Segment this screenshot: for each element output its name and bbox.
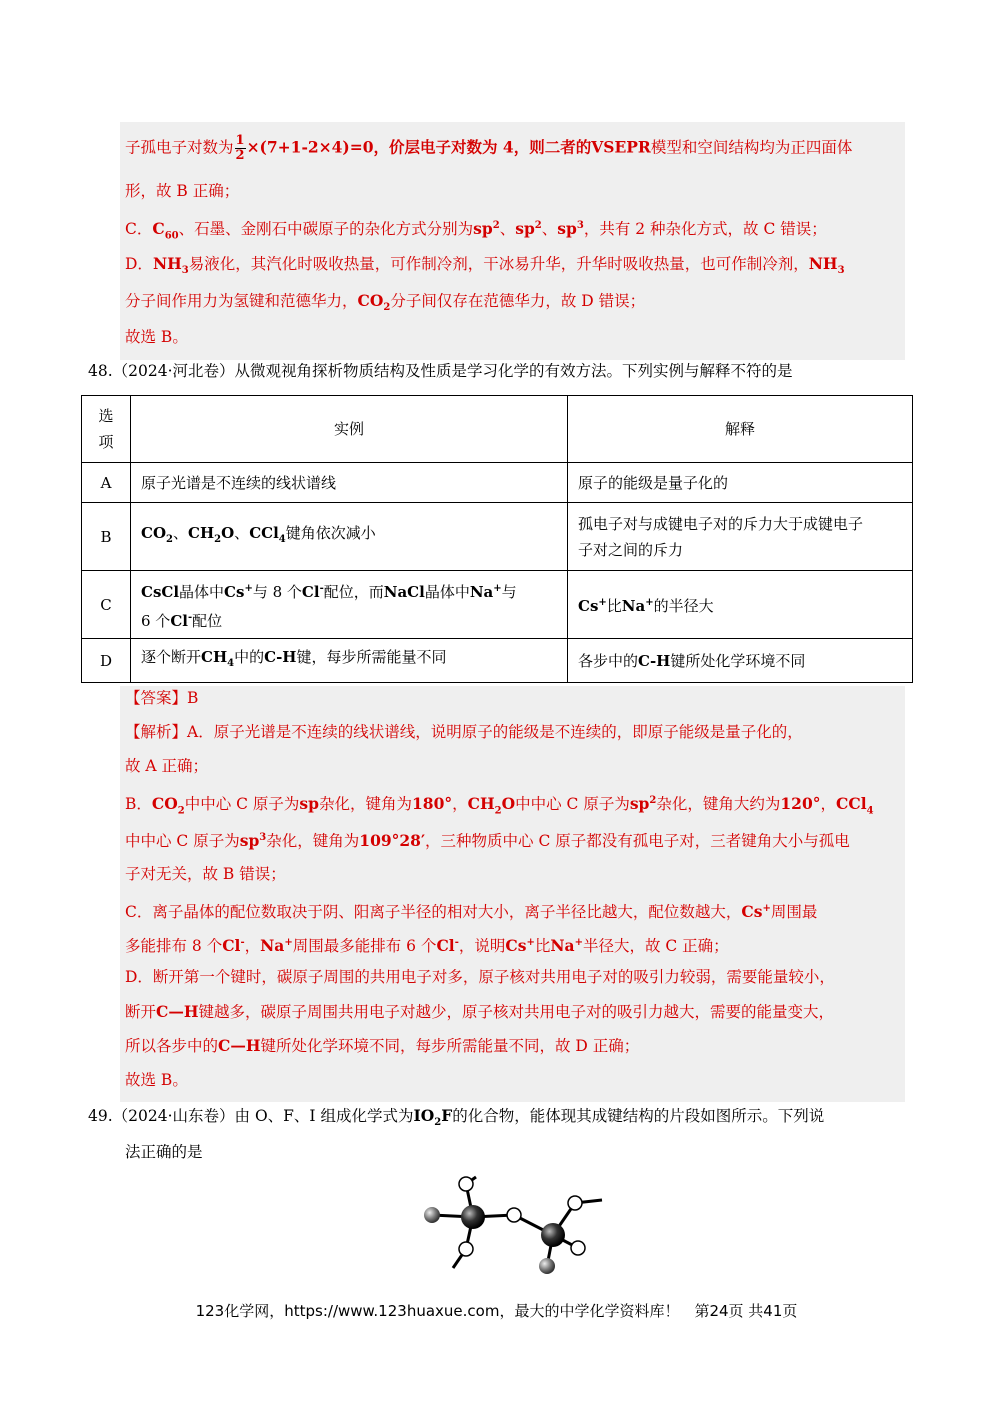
row-b-explain: 孤电子对与成键电子对的斥力大于成键电子 子对之间的斥力 — [568, 503, 913, 571]
q48-analysis-choose: 故选 B。 — [125, 1071, 188, 1089]
fraction-one-half: $\frac{1}{2}$ — [235, 133, 245, 163]
table-row — [82, 571, 913, 639]
header-option: 选 项 — [82, 396, 131, 463]
header-example: 实例 — [131, 396, 568, 463]
q48-answer: 【答案】B — [125, 689, 199, 707]
row-c-example: CsCl晶体中Cs+与 8 个Cl-配位，而NaCl晶体中Na+与 6 个Cl-配位 — [131, 571, 568, 639]
atom-gray — [539, 1258, 555, 1274]
q48-analysis-b-3: 子对无关，故 B 错误； — [125, 865, 286, 883]
row-a-example: 原子光谱是不连续的线状谱线 — [131, 463, 568, 503]
atom-white — [571, 1241, 585, 1255]
atom-white — [459, 1242, 473, 1256]
atom-gray — [424, 1207, 440, 1223]
q48-analysis-d-1: D．断开第一个键时，碳原子周围的共用电子对多，原子核对共用电子对的吸引力较弱，需要能量较小， — [125, 968, 835, 986]
q48-analysis-a-2: 故 A 正确； — [125, 757, 209, 775]
prev-analysis-option-c: C．$C_{60}$、石墨、金刚石中碳原子的杂化方式分别为$sp^2$、$sp^2$、$sp^3$，共有 2 种杂化方式，故 C 错误； — [125, 219, 827, 242]
table-row — [82, 503, 913, 571]
q48-options-table — [81, 395, 913, 683]
atom-dark-large — [541, 1223, 565, 1247]
row-d-example: 逐个断开$CH_4$中的C-H键，每步所需能量不同 — [131, 639, 568, 683]
q49-stem-line-2: 法正确的是 — [125, 1143, 203, 1161]
q49-stem-line-1: 49.（2024·山东卷）由 O、F、I 组成化学式为$IO_2F$的化合物，能体现其成键结构的片段如图所示。下列说 — [88, 1106, 825, 1129]
row-c-explain: Cs+比Na+的半径大 — [568, 571, 913, 639]
atom-dark-large — [461, 1205, 485, 1229]
q48-analysis-c-2: 多能排布 8 个Cl-，Na+周围最多能排布 6 个Cl-，说明Cs+比Na+半径大，故 C 正确； — [125, 936, 729, 956]
row-b-option: B — [82, 503, 131, 571]
q48-analysis-d-2: 断开C—H键越多，碳原子周围共用电子对越少，原子核对共用电子对的吸引力越大，需要的能量变大， — [125, 1002, 835, 1021]
atom-white — [507, 1208, 521, 1222]
table-row — [82, 639, 913, 683]
q48-analysis-b-2: 中中心 C 原子为$sp^3$杂化，键角为109°28′，三种物质中心 C 原子都没有孤电子对，三者键角大小与孤电 — [125, 831, 850, 851]
row-b-example: $CO_2$、$CH_2O$、CCl$_4$键角依次减小 — [131, 503, 568, 571]
prev-analysis-option-d-1: D．$NH_3$易液化，其汽化时吸收热量，可作制冷剂，干冰易升华，升华时吸收热量，也可作制冷剂，$NH_3$ — [125, 254, 845, 277]
prev-analysis-choose: 故选 B。 — [125, 328, 188, 346]
table-row — [82, 463, 913, 503]
row-a-explain: 原子的能级是量子化的 — [568, 463, 913, 503]
row-d-explain: 各步中的C-H键所处化学环境不同 — [568, 639, 913, 683]
row-c-option: C — [82, 571, 131, 639]
molecule-fragment-figure — [420, 1172, 610, 1280]
q48-analysis-d-3: 所以各步中的C—H键所处化学环境不同，每步所需能量不同，故 D 正确； — [125, 1036, 640, 1055]
header-explain: 解释 — [568, 396, 913, 463]
atom-white — [459, 1177, 473, 1191]
q48-analysis-b-1: B．$CO_2$中中心 C 原子为sp杂化，键角为180°，$CH_2O$中中心 C 原子为$sp^2$杂化，键角大约为120°，CCl$_4$ — [125, 794, 874, 817]
q48-analysis-c-1: C．离子晶体的配位数取决于阴、阳离子半径的相对大小，离子半径比越大，配位数越大，Cs+周围最 — [125, 902, 818, 922]
page-footer: 123化学网，https://www.123huaxue.com，最大的中学化学资料库！ 第24页 共41页 — [195, 1302, 798, 1320]
prev-analysis-line-1: 子孤电子对数为 $\frac{1}{2}$ ×(7+1-2×4)=0，价层电子对数为 4，则二者的VSEPR模型和空间结构均为正四面体 — [125, 133, 853, 163]
prev-analysis-line-2: 形，故 B 正确； — [125, 182, 240, 200]
q48-stem: 48.（2024·河北卷）从微观视角探析物质结构及性质是学习化学的有效方法。下列实例与解释不符的是 — [88, 362, 793, 380]
row-d-option: D — [82, 639, 131, 683]
atom-white — [568, 1196, 582, 1210]
q48-analysis-a-1: 【解析】A．原子光谱是不连续的线状谱线，说明原子的能级是不连续的，即原子能级是量子化的， — [125, 723, 803, 741]
table-header-row — [82, 396, 913, 463]
row-a-option: A — [82, 463, 131, 503]
prev-analysis-option-d-2: 分子间作用力为氢键和范德华力，$CO_2$分子间仅存在范德华力，故 D 错误； — [125, 291, 646, 314]
